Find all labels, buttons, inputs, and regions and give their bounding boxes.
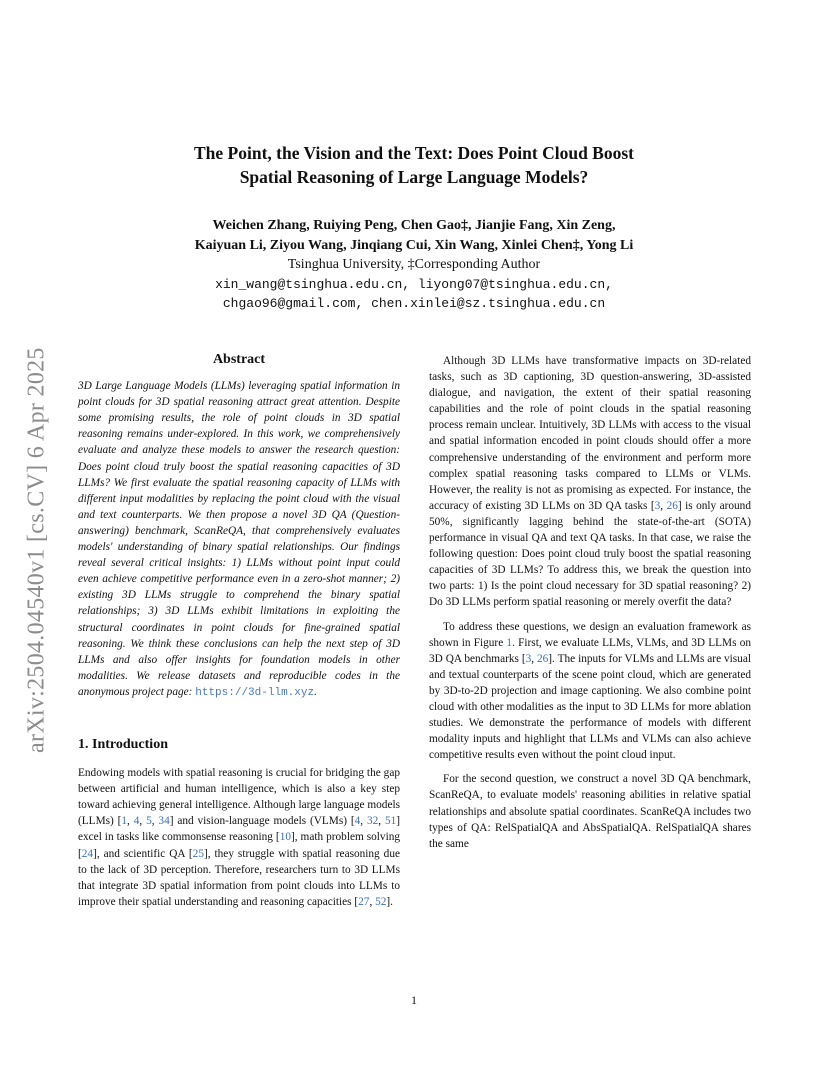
paper-title-line1: The Point, the Vision and the Text: Does Point Cloud Boost	[194, 143, 634, 163]
author-block	[100, 216, 728, 314]
citation-link[interactable]: 3	[654, 499, 661, 512]
arxiv-identifier-stamp: arXiv:2504.04540v1 [cs.CV] 6 Apr 2025	[23, 347, 50, 753]
citation-link[interactable]: 52	[375, 895, 387, 908]
citation-link[interactable]: 51	[384, 815, 397, 828]
paper-title-block	[100, 141, 728, 189]
paper-title-line2: Spatial Reasoning of Large Language Models?	[239, 167, 589, 187]
emails-line2: chgao96@gmail.com, chen.xinlei@sz.tsinghua.edu.cn	[222, 296, 606, 311]
citation-link[interactable]: 32	[366, 815, 379, 828]
citation-link[interactable]: 4	[354, 815, 361, 828]
intro-paragraph-2: Although 3D LLMs have transformative impacts on 3D-related tasks, such as 3D captioning, 3D question-answering, 3D-assisted dialogue, and navigation, the extent of their spatial reasoning capabilities and the role of point clouds in the spatial reasoning process remain unclear. Intuitively, 3D LLMs with access to the visual and spatial information encoded in point clouds should offer a more comprehensive understanding of the environment and perform more complex spatial reasoning tasks compared to LLMs or VLMs. However, the reality is not as promising as expected. For instance, the accuracy of existing 3D LLMs on 3D QA tasks [3, 26] is only around 50%, significantly lagging behind the state-of-the-art (SOTA) performance in visual QA and text QA tasks. In that case, we raise the following question: Does point cloud truly boost the spatial reasoning capacities of 3D LLMs? To address this, we break the question into two parts: 1) Is the point cloud necessary for 3D spatial reasoning? 2) Do 3D LLMs perform spatial reasoning or merely overfit the data?	[429, 355, 751, 609]
left-column	[78, 352, 400, 918]
citation-link[interactable]: 10	[279, 831, 291, 844]
right-column	[429, 353, 751, 860]
authors-line1: Weichen Zhang, Ruiying Peng, Chen Gao‡, Jianjie Fang, Xin Zeng,	[212, 218, 616, 233]
page-number: 1	[411, 993, 417, 1007]
intro-paragraph-1: Endowing models with spatial reasoning is crucial for bridging the gap between artificial and human intelligence, which is also a key step toward achieving general intelligence. Although large language models (LLMs) [1, 4, 5, 34] and vision-language models (VLMs) [4, 32, 51] excel in tasks like commonsense reasoning [10], math problem solving [24], and scientific QA [25], they struggle with spatial reasoning due to the lack of 3D perception. Therefore, researchers turn to 3D LLMs that integrate 3D spatial information from point clouds into LLMs to improve their spatial understanding and reasoning capacities [27, 52].	[78, 767, 401, 908]
intro-paragraph-3: To address these questions, we design an evaluation framework as shown in Figure 1. First, we evaluate LLMs, VLMs, and 3D LLMs on 3D QA benchmarks [3, 26]. The inputs for VLMs and LLMs are visual and textual counterparts of the scene point cloud, which are generated by 3D-to-2D projection and image captioning. We also combine point cloud with other modalities as the input to 3D LLMs for more ablation studies. We demonstrate the performance of models with different modality inputs and highlight that LLMs and VLMs can also achieve competitive results even without the point cloud input.	[429, 620, 751, 762]
authors-line2: Kaiyuan Li, Ziyou Wang, Jinqiang Cui, Xin Wang, Xinlei Chen‡, Yong Li	[194, 237, 634, 253]
project-page-link[interactable]: https://3d-llm.xyz	[195, 686, 315, 699]
citation-link[interactable]: 4	[133, 815, 140, 828]
abstract-heading: Abstract	[212, 352, 266, 367]
citation-link[interactable]: 3	[525, 652, 532, 665]
affiliation: Tsinghua University, ‡Corresponding Author	[287, 257, 541, 272]
citation-link[interactable]: 5	[146, 815, 152, 828]
intro-paragraph-4: For the second question, we construct a novel 3D QA benchmark, ScanReQA, to evaluate models' reasoning abilities in relative spatial relationships and absolute spatial coordinates. ScanReQA includes two types of QA: RelSpatialQA and AbsSpatialQA. RelSpatialQA shares the same	[429, 773, 751, 850]
citation-link[interactable]: 26	[537, 652, 549, 665]
citation-link[interactable]: 34	[158, 815, 170, 828]
emails-line1: xin_wang@tsinghua.edu.cn, liyong07@tsinghua.edu.cn,	[215, 276, 613, 292]
citation-link[interactable]: 25	[192, 847, 204, 860]
section-heading-introduction: 1. Introduction	[78, 736, 168, 752]
abstract-text: 3D Large Language Models (LLMs) leveraging spatial information in point clouds for 3D spatial reasoning attract great attention. Despite some promising results, the role of point clouds in 3D spatial reasoning remains under-explored. In this work, we comprehensively evaluate and analyze these models to answer the research question: Does point cloud truly boost the spatial reasoning capacities of 3D LLMs? We first evaluate the spatial reasoning capacity of LLMs with different input modalities by replacing the point cloud with the visual and text counterparts. We then propose a novel 3D QA (Question-answering) benchmark, ScanReQA, that comprehensively evaluates models' understanding of binary spatial relationships. Our findings reveal several critical insights: 1) LLMs without point input could even achieve competitive performance even in a zero-shot manner; 2) existing 3D LLMs struggle to comprehend the binary spatial relationships; 3) 3D LLMs exhibit limitations in exploiting the structural coordinates in point clouds for fine-grained spatial reasoning. We think these conclusions can help the next step of 3D LLMs and also offer insights for foundation models in other modalities. We release datasets and reproducible codes in the anonymous project page:	[78, 380, 400, 698]
citation-link[interactable]: 24	[81, 847, 94, 860]
citation-link[interactable]: 1	[121, 815, 128, 828]
citation-link[interactable]: 1	[506, 636, 513, 649]
citation-link[interactable]: 26	[666, 499, 678, 512]
abstract-body: 3D Large Language Models (LLMs) leveraging spatial information in point clouds for 3D spatial reasoning attract great attention. Despite some promising results, the role of point clouds in 3D spatial reasoning remains under-explored. In this work, we comprehensively evaluate and analyze these models to answer the research question: Does point cloud truly boost the spatial reasoning capacities of 3D LLMs? We first evaluate the spatial reasoning capacity of LLMs with different input modalities by replacing the point cloud with the visual and text counterparts. We then propose a novel 3D QA (Question-answering) benchmark, ScanReQA, that comprehensively evaluates models' understanding of binary spatial relationships. Our findings reveal several critical insights: 1) LLMs without point input could even achieve competitive performance even in a zero-shot manner; 2) existing 3D LLMs struggle to comprehend the binary spatial relationships; 3) 3D LLMs exhibit limitations in exploiting the structural coordinates in point clouds for fine-grained spatial reasoning. We think these conclusions can help the next step of 3D LLMs and also offer insights for foundation models in other modalities. We release datasets and reproducible codes in the anonymous project page: https://3d-llm.xyz.	[78, 380, 400, 699]
citation-link[interactable]: 27	[358, 895, 370, 908]
